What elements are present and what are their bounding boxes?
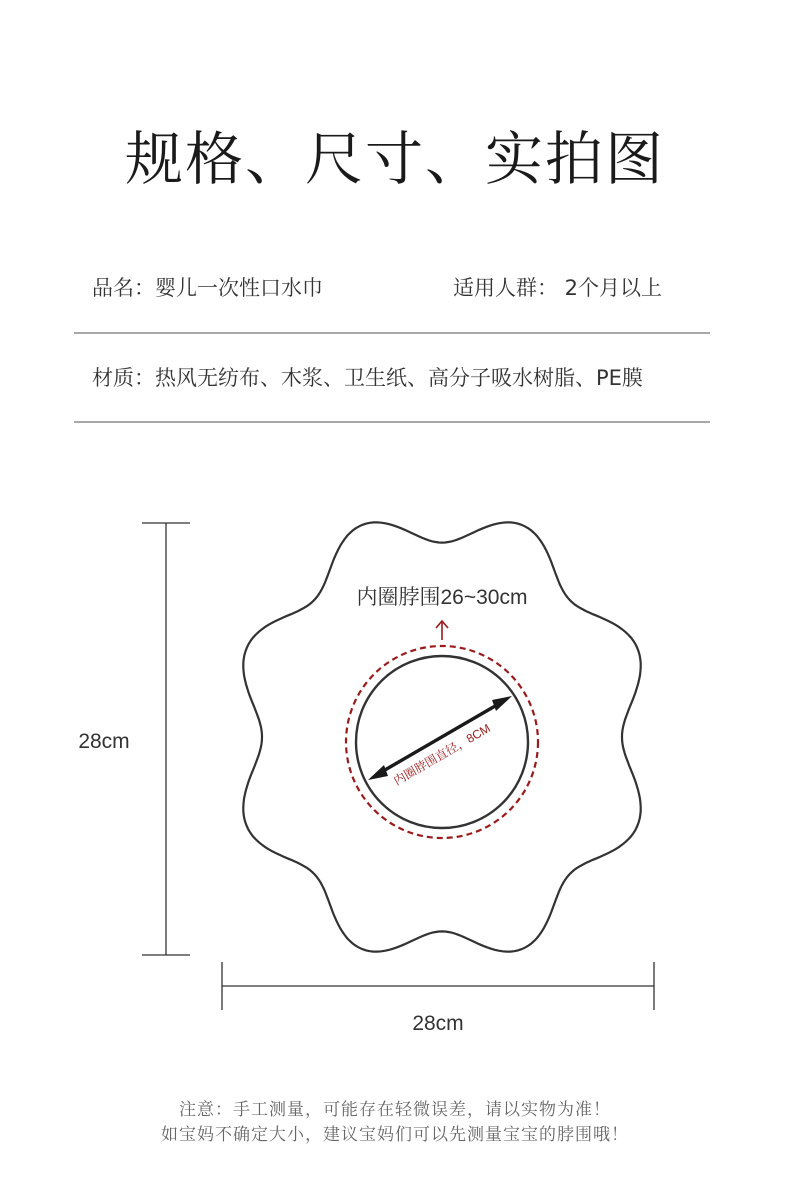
up-arrow-icon [436,621,448,640]
neck-circumference-dashed [346,646,538,838]
divider [74,421,710,423]
material-text: 材质：热风无纺布、木浆、卫生纸、高分子吸水树脂、PE膜 [92,366,643,390]
divider [74,332,710,334]
neck-opening [356,656,528,828]
page-title: 规格、尺寸、实拍图 [124,125,665,193]
note-line-2: 如宝妈不确定大小，建议宝妈们可以先测量宝宝的脖围哦！ [161,1125,629,1145]
width-dimension [222,962,654,1010]
diameter-label: 内圈脖围直径，8CM [391,721,493,788]
size-diagram [0,500,790,1060]
width-label: 28cm [412,1012,464,1035]
target-audience: 适用人群： 2个月以上 [453,276,663,300]
product-name: 品名：婴儿一次性口水巾 [92,276,323,300]
spec-row-name [74,272,710,302]
height-label: 28cm [78,730,130,753]
height-dimension [142,523,190,955]
diameter-arrow [368,696,512,780]
spec-row-material [74,362,710,392]
note-line-1: 注意：手工测量，可能存在轻微误差，请以实物为准！ [179,1100,611,1120]
neck-circumference-label: 内圈脖围26~30cm [356,586,528,609]
